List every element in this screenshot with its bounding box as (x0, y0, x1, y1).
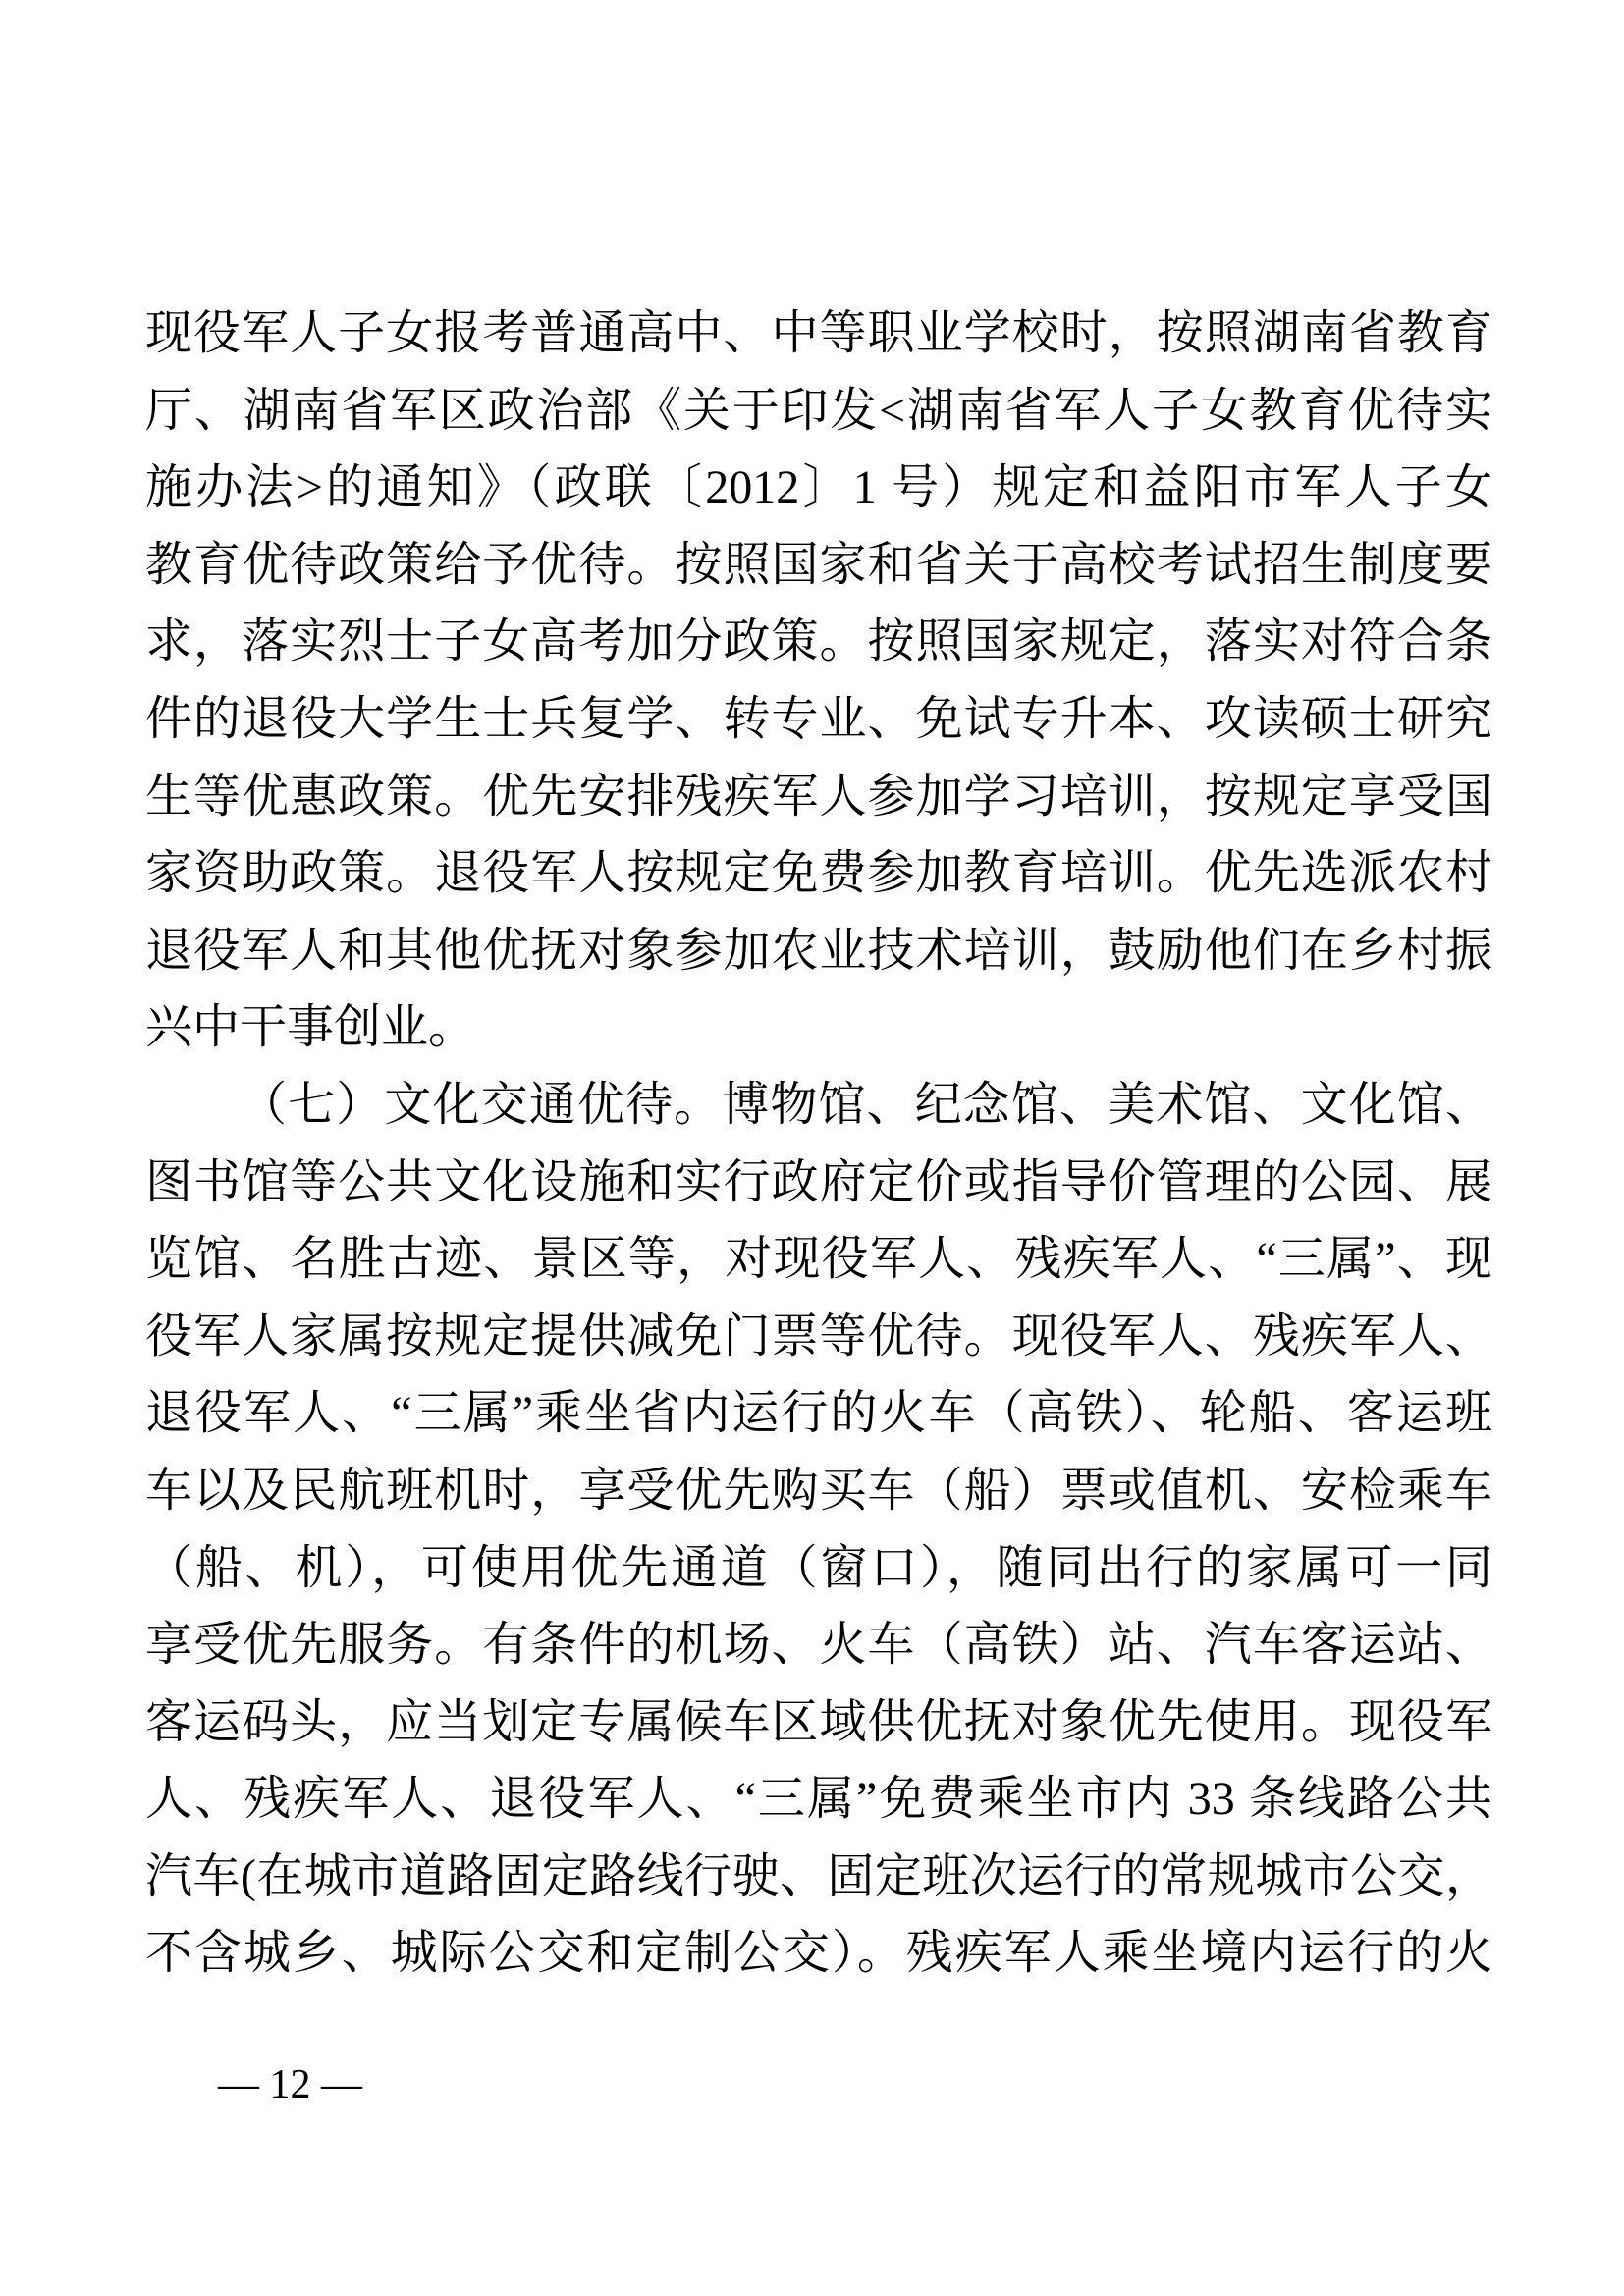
text-line: 役军人家属按规定提供减免门票等优待。现役军人、残疾军人、 (145, 1309, 1492, 1362)
text-line: 家资助政策。退役军人按规定免费参加教育培训。优先选派农村 (145, 847, 1492, 900)
text-line: 不含城乡、城际公交和定制公交）。残疾军人乘坐境内运行的火 (145, 1927, 1492, 1980)
text-line: 汽车(在城市道路固定路线行驶、固定班次运行的常规城市公交， (145, 1849, 1492, 1902)
text-line: 厅、湖南省军区政治部《关于印发<湖南省军人子女教育优待实 (145, 384, 1492, 437)
text-line: 客运码头，应当划定专属候车区域供优抚对象优先使用。现役军 (145, 1695, 1492, 1748)
page-number: — 12 — (218, 2062, 362, 2108)
text-line: 人、残疾军人、退役军人、“三属”免费乘坐市内 33 条线路公共 (145, 1773, 1492, 1826)
text-line: 览馆、名胜古迹、景区等，对现役军人、残疾军人、“三属”、现 (145, 1233, 1492, 1286)
text-line: 图书馆等公共文化设施和实行政府定价或指导价管理的公园、展 (145, 1155, 1492, 1208)
text-line: 施办法>的通知》（政联〔2012〕1 号）规定和益阳市军人子女 (145, 461, 1492, 514)
text-line: 享受优先服务。有条件的机场、火车（高铁）站、汽车客运站、 (145, 1619, 1492, 1672)
text-line: 教育优待政策给予优待。按照国家和省关于高校考试招生制度要 (145, 538, 1492, 591)
text-line: 现役军人子女报考普通高中、中等职业学校时，按照湖南省教育 (145, 307, 1492, 359)
text-line: 兴中干事创业。 (145, 1001, 476, 1054)
text-line: （船、机），可使用优先通道（窗口），随同出行的家属可一同 (145, 1541, 1492, 1594)
body-text (145, 295, 1492, 1993)
text-line: 退役军人和其他优抚对象参加农业技术培训，鼓励他们在乡村振 (145, 924, 1492, 977)
text-line: 生等优惠政策。优先安排残疾军人参加学习培训，按规定享受国 (145, 770, 1492, 823)
text-line: 求，落实烈士子女高考加分政策。按照国家规定，落实对符合条 (145, 615, 1492, 668)
text-line: 退役军人、“三属”乘坐省内运行的火车（高铁）、轮船、客运班 (145, 1387, 1492, 1440)
text-line: 车以及民航班机时，享受优先购买车（船）票或值机、安检乘车 (145, 1464, 1492, 1517)
text-line: 件的退役大学生士兵复学、转专业、免试专升本、攻读硕士研究 (145, 692, 1492, 745)
text-line: （七）文化交通优待。博物馆、纪念馆、美术馆、文化馆、 (240, 1078, 1492, 1131)
